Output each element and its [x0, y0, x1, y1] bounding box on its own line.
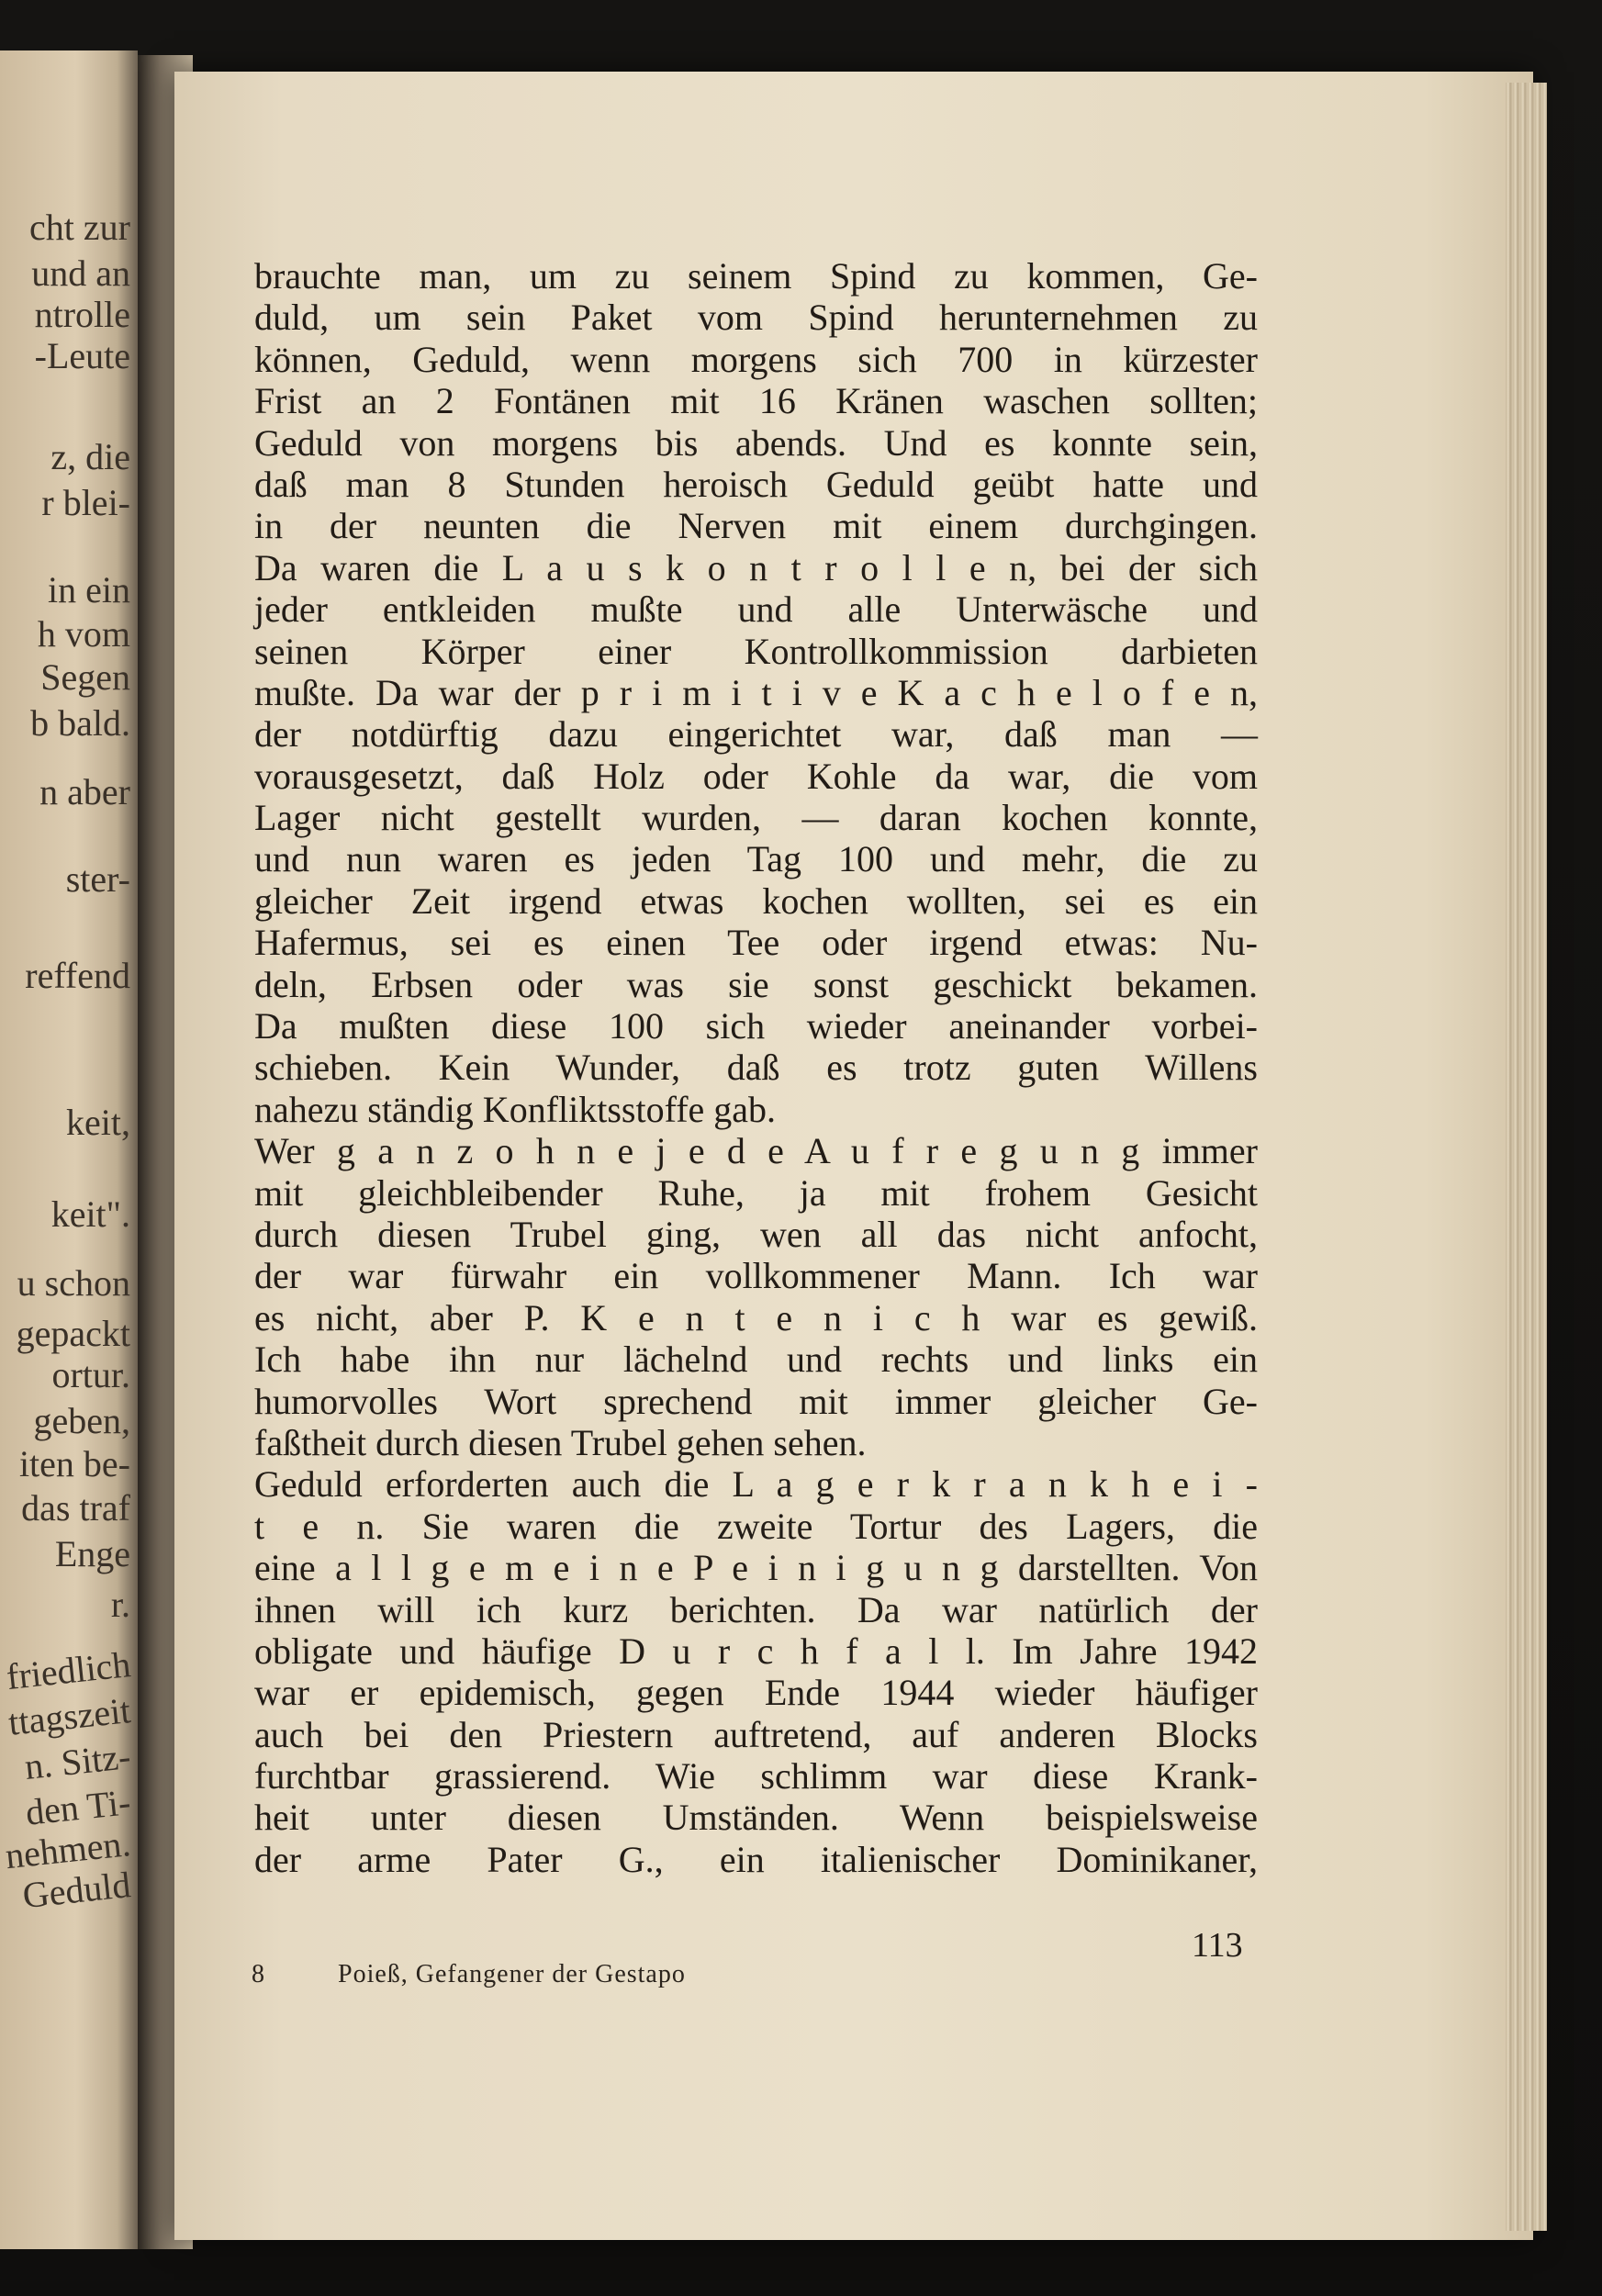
left-page-fragment: b bald. [30, 702, 130, 744]
left-page-fragment: n aber [39, 771, 130, 812]
text-line: auch bei den Priestern auftretend, auf anderen Blocks [254, 1713, 1258, 1755]
text-line: humorvolles Wort sprechend mit immer gleicher Ge- [254, 1380, 1258, 1422]
left-page-fragment: nehmen. [3, 1822, 133, 1877]
text-line: eine a l l g e m e i n e P e i n i g u n g darstellten. Von [254, 1547, 1258, 1589]
text-line: heit unter diesen Umständen. Wenn beispielsweise [254, 1797, 1258, 1839]
left-page-fragment: keit, [66, 1102, 130, 1143]
left-page-fragment: reffend [25, 955, 130, 996]
text-line: ihnen will ich kurz berichten. Da war natürlich der [254, 1588, 1258, 1630]
text-line: Da waren die L a u s k o n t r o l l e n, bei der sich [254, 546, 1258, 588]
text-line: t e n. Sie waren die zweite Tortur des Lagers, die [254, 1505, 1258, 1547]
text-line: nahezu ständig Konfliktsstoffe gab. [254, 1088, 777, 1130]
left-page-fragment: keit". [50, 1193, 130, 1235]
left-page-fragment: friedlich [4, 1643, 133, 1698]
text-line: daß man 8 Stunden heroisch Geduld geübt hatte und [254, 463, 1258, 505]
text-line: der notdürftig dazu eingerichtet war, daß man — [254, 713, 1258, 756]
body-text [254, 255, 1258, 1880]
text-line: schieben. Kein Wunder, daß es trotz guten Willens [254, 1047, 1258, 1089]
left-page-fragment: Enge [54, 1533, 130, 1574]
text-line: mußte. Da war der p r i m i t i v e K a c h e l o f e n, [254, 671, 1258, 713]
text-line: in der neunten die Nerven mit einem durchgingen. [254, 505, 1258, 547]
left-page-fragment: Segen [40, 656, 130, 698]
left-page-fragment: in ein [48, 569, 130, 610]
signature-number: 8 [252, 1960, 264, 1988]
text-line: brauchte man, um zu seinem Spind zu kommen, Ge- [254, 255, 1258, 297]
text-line: Lager nicht gestellt wurden, — daran kochen konnte, [254, 797, 1258, 839]
left-page-fragment: r blei- [41, 482, 130, 523]
text-line: können, Geduld, wenn morgens sich 700 in kürzester [254, 338, 1258, 380]
text-line: und nun waren es jeden Tag 100 und mehr, die zu [254, 838, 1258, 880]
text-line: Wer g a n z o h n e j e d e A u f r e g u n g immer [254, 1130, 1258, 1172]
text-line: Da mußten diese 100 sich wieder aneinander vorbei- [254, 1005, 1258, 1047]
text-line: war er epidemisch, gegen Ende 1944 wieder häufiger [254, 1672, 1258, 1714]
text-line: seinen Körper einer Kontrollkommission darbieten [254, 630, 1258, 672]
text-line: durch diesen Trubel ging, wen all das nicht anfocht, [254, 1213, 1258, 1255]
signature-title: Poieß, Gefangener der Gestapo [338, 1960, 686, 1988]
text-line: duld, um sein Paket vom Spind herunternehmen zu [254, 297, 1258, 339]
left-page-fragment: ortur. [51, 1354, 130, 1395]
left-page-fragment: h vom [37, 613, 130, 655]
text-line: obligate und häufige D u r c h f a l l. Im Jahre 1942 [254, 1630, 1258, 1672]
left-page-fragment: z, die [50, 436, 130, 477]
text-line: gleicher Zeit irgend etwas kochen wollten, sei es ein [254, 879, 1258, 922]
left-page-fragment: cht zur [29, 207, 130, 248]
text-line: der war fürwahr ein vollkommener Mann. Ich war [254, 1255, 1258, 1297]
left-page-fragment: r. [110, 1584, 130, 1625]
left-page-fragment: den Ti- [23, 1781, 133, 1833]
left-page-fragment: geben, [33, 1400, 130, 1441]
text-line: vorausgesetzt, daß Holz oder Kohle da war, die vom [254, 755, 1258, 797]
left-page-fragment: iten be- [18, 1443, 130, 1484]
text-line: Hafermus, sei es einen Tee oder irgend etwas: Nu- [254, 922, 1258, 964]
left-page-fragment: ster- [65, 858, 130, 900]
text-line: Frist an 2 Fontänen mit 16 Kränen waschen sollten; [254, 380, 1258, 422]
left-page-fragment: das traf [21, 1487, 130, 1529]
left-page-fragment: ttagszeit [6, 1689, 133, 1743]
left-page-fragment: ntrolle [34, 294, 130, 335]
left-page-fragment: n. Sitz- [22, 1735, 133, 1787]
text-line: es nicht, aber P. K e n t e n i c h war es gewiß. [254, 1296, 1258, 1338]
page-number: 113 [1192, 1926, 1243, 1965]
text-line: der arme Pater G., ein italienischer Dominikaner, [254, 1838, 1258, 1880]
left-page-fragment: -Leute [34, 335, 130, 376]
text-line: Ich habe ihn nur lächelnd und rechts und links ein [254, 1338, 1258, 1381]
text-line: faßtheit durch diesen Trubel gehen sehen. [254, 1421, 867, 1463]
left-page-fragment: gepackt [16, 1313, 130, 1354]
text-line: deln, Erbsen oder was sie sonst geschickt bekamen. [254, 963, 1258, 1005]
left-page [0, 50, 138, 2249]
page-edges [1506, 83, 1547, 2231]
left-page-fragment: und an [31, 252, 130, 294]
left-page-fragment: u schon [17, 1262, 130, 1304]
left-page-fragment: Geduld [20, 1864, 133, 1917]
text-line: jeder entkleiden mußte und alle Unterwäsche und [254, 588, 1258, 631]
text-line: mit gleichbleibender Ruhe, ja mit frohem Gesicht [254, 1171, 1258, 1214]
text-line: furchtbar grassierend. Wie schlimm war diese Krank- [254, 1755, 1258, 1798]
text-line: Geduld von morgens bis abends. Und es konnte sein, [254, 421, 1258, 464]
text-line: Geduld erforderten auch die L a g e r k r a n k h e i - [254, 1463, 1258, 1506]
